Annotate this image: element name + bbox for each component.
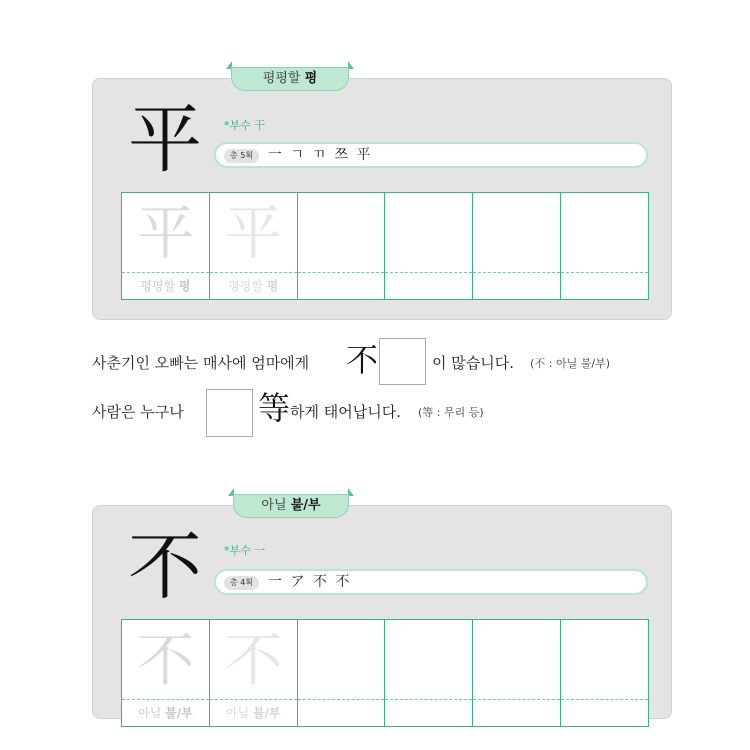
- practice-cell[interactable]: [298, 620, 386, 726]
- trace-character: 平: [136, 199, 195, 267]
- trace-character: 不: [136, 626, 195, 694]
- practice-cell[interactable]: [561, 620, 648, 726]
- card-title-ribbon: [231, 67, 349, 91]
- practice-cell[interactable]: [473, 193, 561, 299]
- practice-cell[interactable]: [298, 193, 386, 299]
- stroke-order-bar: [214, 569, 648, 595]
- practice-cell[interactable]: [561, 193, 648, 299]
- title-sound: 불/부: [290, 498, 321, 513]
- sentence-hanja: 不: [346, 341, 379, 379]
- trace-character: 不: [224, 626, 283, 694]
- writing-practice-grid: [121, 192, 649, 300]
- cell-label: 평평할 평: [140, 279, 191, 293]
- stroke-order-sequence: 一 ㄱ ㄲ 쯔 平: [268, 147, 373, 163]
- cell-label: 아닐 불/부: [225, 706, 281, 720]
- trace-character: 平: [224, 199, 283, 267]
- radical-label: *부수 一: [224, 544, 266, 557]
- stroke-order-bar: [214, 142, 648, 168]
- card-title: [233, 494, 349, 518]
- sentence-note: (等 : 무리 등): [418, 406, 484, 419]
- answer-blank[interactable]: [379, 338, 426, 385]
- answer-blank[interactable]: [206, 389, 253, 437]
- card-title: [231, 67, 349, 91]
- stroke-count-badge: 총 5획: [224, 149, 259, 163]
- main-character: 不: [128, 524, 202, 610]
- practice-cell[interactable]: [122, 193, 210, 299]
- main-character: 平: [128, 97, 202, 183]
- sentence-note: (不 : 아닐 불/부): [530, 357, 610, 370]
- title-meaning: 평평할: [262, 71, 301, 86]
- stroke-order-sequence: 一 ア 不 不: [268, 574, 352, 590]
- practice-cell[interactable]: [122, 620, 210, 726]
- title-sound: 평: [304, 71, 318, 86]
- cell-label: 아닐 불/부: [138, 706, 193, 720]
- sentence-text-after: 이 많습니다.: [432, 354, 514, 372]
- practice-cell[interactable]: [473, 620, 561, 726]
- stroke-count-badge: 총 4획: [224, 576, 259, 590]
- sentence-text-after: 하게 태어납니다.: [290, 403, 401, 421]
- practice-cell[interactable]: [385, 620, 473, 726]
- title-meaning: 아닐: [261, 498, 287, 513]
- practice-cell[interactable]: [385, 193, 473, 299]
- radical-label: *부수 干: [224, 119, 266, 132]
- sentence-hanja: 等: [258, 389, 291, 427]
- cell-label: 평평할 평: [228, 279, 279, 293]
- sentence-text-before: 사람은 누구나: [92, 403, 184, 421]
- practice-cell[interactable]: [210, 620, 298, 726]
- practice-cell[interactable]: [210, 193, 298, 299]
- writing-practice-grid: [121, 619, 649, 727]
- sentence-text-before: 사춘기인 오빠는 매사에 엄마에게: [92, 354, 310, 372]
- card-title-ribbon: [233, 494, 349, 518]
